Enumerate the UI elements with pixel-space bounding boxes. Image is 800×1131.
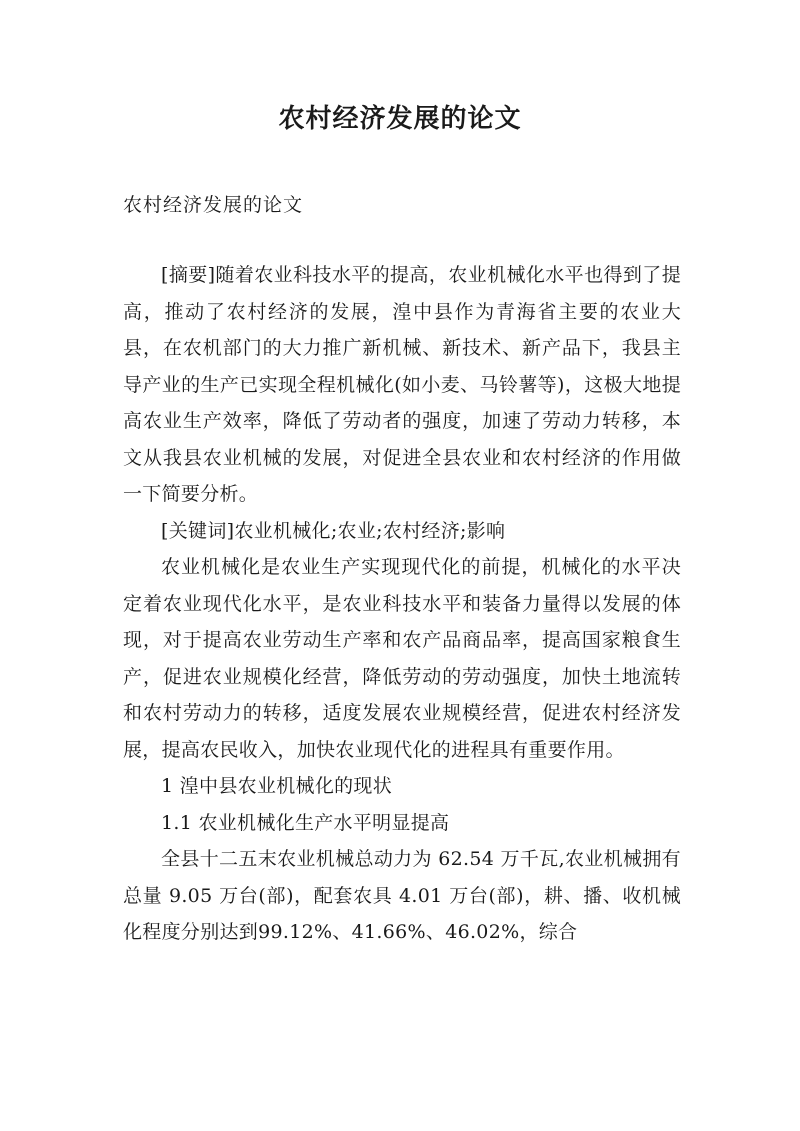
- intro-paragraph: 农业机械化是农业生产实现现代化的前提，机械化的水平决定着农业现代化水平，是农业科技水平和装备力量得以发展的体现，对于提高农业劳动生产率和农产品商品率，提高国家粮食生产，促进农业规模化经营，降低劳动的劳动强度，加快土地流转和农村劳动力的转移，适度发展农业规模经营，促进农村经济发展，提高农民收入，加快农业现代化的进程具有重要作用。: [123, 556, 681, 761]
- document-subtitle: 农村经济发展的论文: [123, 194, 304, 216]
- section-heading: 1 湟中县农业机械化的现状: [161, 775, 393, 797]
- keywords-paragraph: [关键词]农业机械化;农业;农村经济;影响: [161, 519, 506, 542]
- document-title: 农村经济发展的论文: [278, 104, 522, 134]
- document-body: [123, 257, 681, 951]
- body-paragraph: 全县十二五末农业机械总动力为 62.54 万千瓦,农业机械拥有总量 9.05 万台(部)，配套农具 4.01 万台(部)，耕、播、收机械化程度分别达到99.12%、41.66%、46.02%，综合: [123, 848, 681, 943]
- subsection-heading: 1.1 农业机械化生产水平明显提高: [161, 811, 450, 834]
- abstract-paragraph: [摘要]随着农业科技水平的提高，农业机械化水平也得到了提高，推动了农村经济的发展，湟中县作为青海省主要的农业大县，在农机部门的大力推广新机械、新技术、新产品下，我县主导产业的生产已实现全程机械化(如小麦、马铃薯等)，这极大地提高农业生产效率，降低了劳动者的强度，加速了劳动力转移，本文从我县农业机械的发展，对促进全县农业和农村经济的作用做一下简要分析。: [123, 264, 681, 505]
